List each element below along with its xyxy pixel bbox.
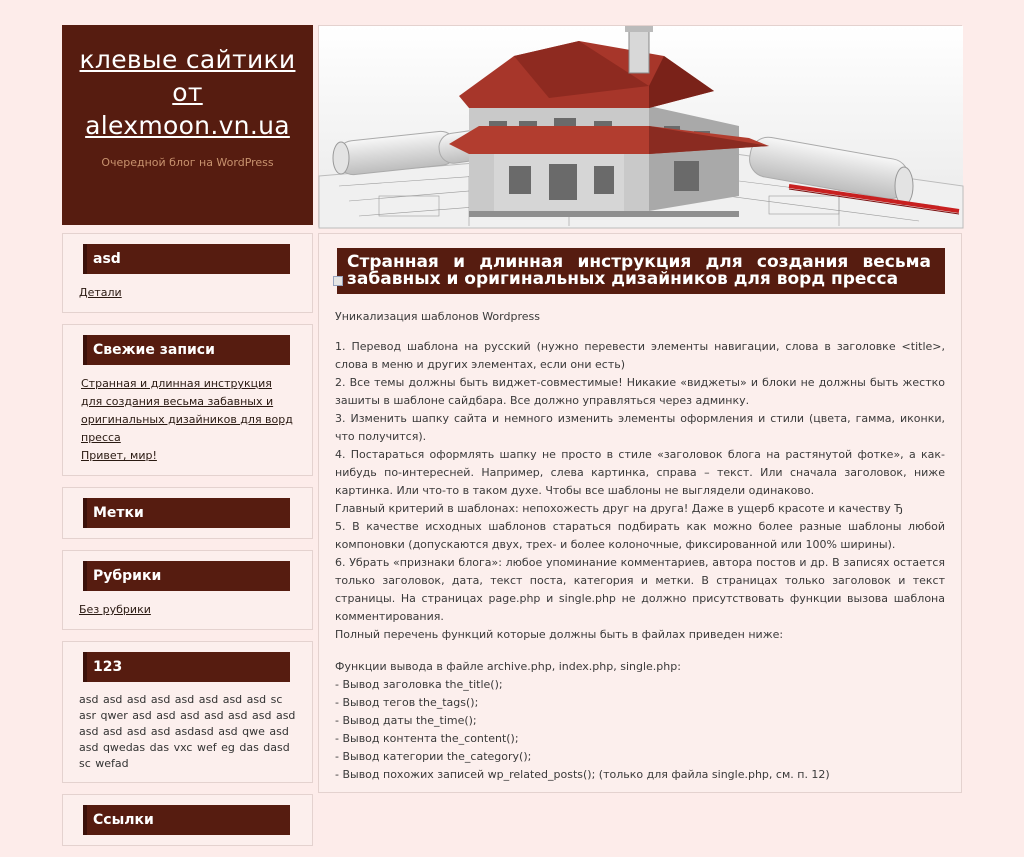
- post-line: 5. В качестве исходных шаблонов стараться подбирать как можно более разные шаблоны любой компоновки (допускаются двух, трех- и более колоночные, фиксированной или 100% ширины).: [335, 520, 945, 551]
- widget-title-links: Ссылки: [83, 805, 290, 835]
- site-branding: [62, 25, 313, 225]
- list-item: [79, 447, 296, 465]
- widget-title-123: 123: [83, 652, 290, 682]
- widget-123: [62, 641, 313, 783]
- function-item: - Вывод тегов the_tags();: [335, 696, 479, 709]
- function-item: - Вывод похожих записей wp_related_posts(); (только для файла single.php, см. п. 12): [335, 768, 830, 781]
- site-tagline: Очередной блог на WordPress: [101, 156, 274, 169]
- header-image: [318, 25, 962, 227]
- functions-title: Функции вывода в файле archive.php, index.php, single.php:: [335, 660, 681, 673]
- site-title-line-2: от: [172, 78, 203, 107]
- post-instructions: [335, 338, 945, 644]
- post-intro: Уникализация шаблонов Wordpress: [335, 310, 540, 323]
- widget-categories: [62, 550, 313, 630]
- widget-text: asd asd asd asd asd asd asd asd sc asr qwer asd asd asd asd asd asd asd asd asd asd asd asdasd asd qwe asd asd qwedas das vxc wef eg das dasd sc wefad: [79, 693, 296, 770]
- widget-recent-posts: [62, 324, 313, 476]
- post-line: 1. Перевод шаблона на русский (нужно перевести элементы навигации, слова в заголовке <title>, слова в меню и других элементах, если они есть): [335, 340, 945, 371]
- post-line: Полный перечень функций которые должны быть в файлах приведен ниже:: [335, 628, 784, 641]
- function-item: - Вывод категории the_category();: [335, 750, 532, 763]
- function-item: - Вывод заголовка the_title();: [335, 678, 503, 691]
- widget-asd: [62, 233, 313, 313]
- widget-title-recent-posts: Свежие записи: [83, 335, 290, 365]
- house-on-blueprints-image: [319, 26, 963, 228]
- main-content: [318, 233, 962, 793]
- widget-tags: [62, 487, 313, 539]
- post-line: Главный критерий в шаблонах: непохожесть друг на друга! Даже в ущерб красоте и качеству Ђ: [335, 502, 903, 515]
- site-title-line-3: alexmoon.vn.ua: [85, 111, 290, 140]
- post-line: 6. Убрать «признаки блога»: любое упоминание комментариев, автора постов и др. В записях остается только заголовок, дата, текст поста, категория и метки. В страницах только заголовок и текст страницы. На страницах page.php и single.php не должно присутствовать функции вызова шаблона комментирования.: [335, 556, 945, 623]
- post-line: 3. Изменить шапку сайта и немного изменить элементы оформления и стили (цвета, гамма, иконки, что получится).: [335, 412, 945, 443]
- post-line: 2. Все темы должны быть виджет-совместимые! Никакие «виджеты» и блоки не должны быть жестко зашиты в шаблоне сайдбара. Все должно управляться через админку.: [335, 376, 945, 407]
- broken-image-icon: [333, 276, 343, 286]
- post-line: 4. Постараться оформлять шапку не просто в стиле «заголовок блога на растянутой фотке», а как-нибудь по-интересней. Например, слева картинка, справа – текст. Или сначала заголовок, ниже картинка. Или что-то в таком духе. Чтобы все шаблоны не выглядели одинаково.: [335, 448, 945, 497]
- widget-links: [62, 794, 313, 846]
- sidebar: [62, 233, 313, 857]
- category-link[interactable]: Без рубрики: [79, 603, 151, 616]
- post-title-link[interactable]: Странная и длинная инструкция для создания весьма забавных и оригинальных дизайников для ворд пресса: [347, 252, 931, 289]
- recent-post-link[interactable]: Привет, мир!: [81, 449, 157, 462]
- list-item: [79, 375, 296, 447]
- details-link[interactable]: Детали: [79, 286, 122, 299]
- recent-post-link[interactable]: Странная и длинная инструкция для создания весьма забавных и оригинальных дизайников для ворд пресса: [81, 377, 293, 444]
- post-title-bar: [337, 248, 945, 294]
- post-body: [335, 308, 945, 784]
- site-title-line-1: клевые сайтики: [79, 45, 296, 74]
- widget-title-asd: asd: [83, 244, 290, 274]
- widget-title-tags: Метки: [83, 498, 290, 528]
- functions-list: [335, 658, 945, 784]
- site-title-link[interactable]: [74, 43, 301, 142]
- function-item: - Вывод контента the_content();: [335, 732, 519, 745]
- function-item: - Вывод даты the_time();: [335, 714, 477, 727]
- widget-title-categories: Рубрики: [83, 561, 290, 591]
